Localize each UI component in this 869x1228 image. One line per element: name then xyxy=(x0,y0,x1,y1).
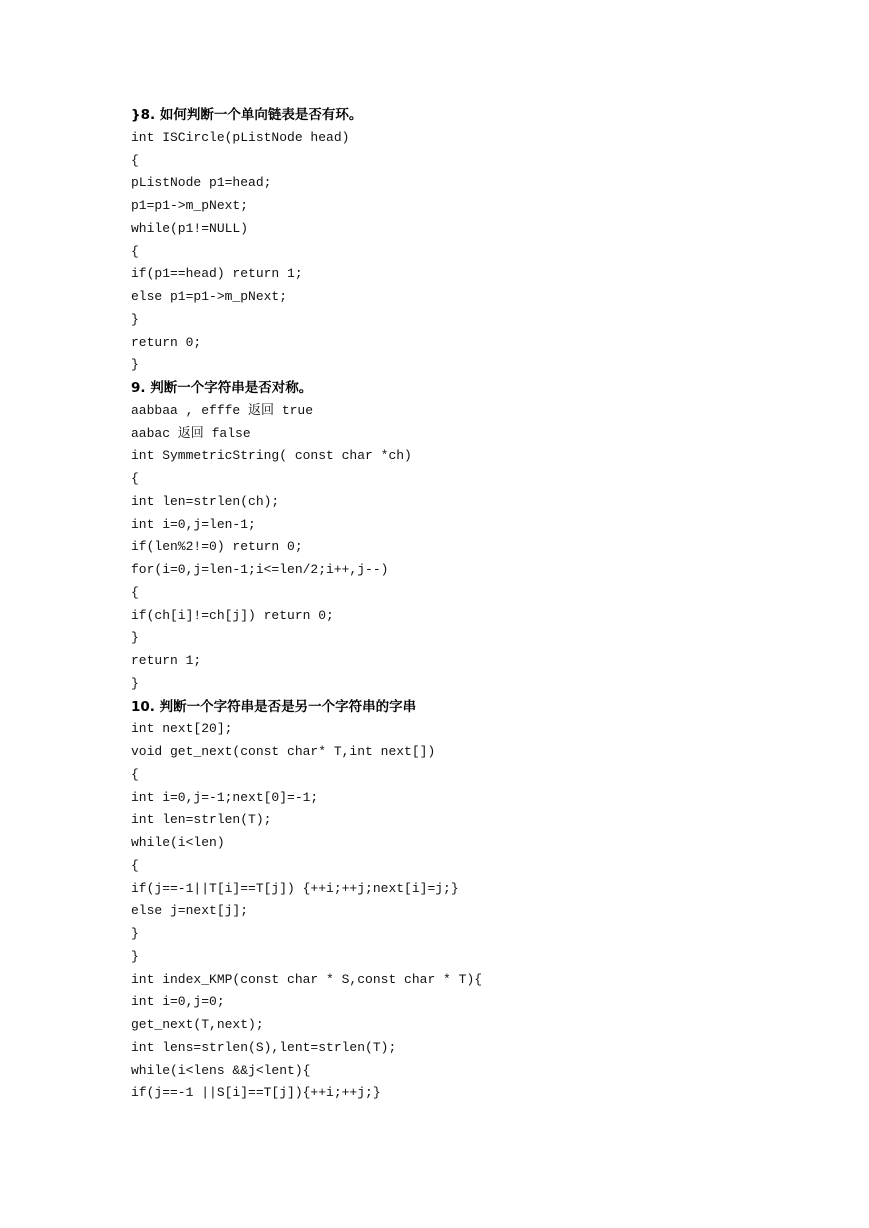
code-line: return 0; xyxy=(131,334,202,350)
code-line: { xyxy=(131,152,139,168)
document-body xyxy=(131,104,831,1105)
code-line: aabac 返回 false xyxy=(131,425,251,441)
code-line: else p1=p1->m_pNext; xyxy=(131,289,288,304)
code-line: if(p1==head) return 1; xyxy=(131,266,303,282)
code-line: } xyxy=(131,926,139,941)
code-line: int lens=strlen(S),lent=strlen(T); xyxy=(131,1039,397,1055)
code-line: for(i=0,j=len-1;i<=len/2;i++,j--) xyxy=(131,562,389,577)
code-line: while(p1!=NULL) xyxy=(131,220,249,236)
code-line: int len=strlen(ch); xyxy=(131,493,280,509)
code-line: } xyxy=(131,675,139,691)
code-line: else j=next[j]; xyxy=(131,903,249,919)
code-line: int index_KMP(const char * S,const char * T){ xyxy=(131,971,483,987)
code-line: get_next(T,next); xyxy=(131,1017,264,1032)
code-line: int ISCircle(pListNode head) xyxy=(131,129,350,145)
code-line: { xyxy=(131,471,139,486)
section-heading: }8. 如何判断一个单向链表是否有环。 xyxy=(131,107,363,123)
code-line: } xyxy=(131,357,139,373)
code-line: return 1; xyxy=(131,653,202,668)
code-line: while(i<lens &&j<lent){ xyxy=(131,1062,311,1078)
code-line: { xyxy=(131,766,139,782)
code-line: { xyxy=(131,243,139,259)
code-line: if(j==-1||T[i]==T[j]) {++i;++j;next[i]=j;} xyxy=(131,880,459,896)
code-line: } xyxy=(131,311,139,327)
code-line: int SymmetricString( const char *ch) xyxy=(131,448,412,464)
section-heading: 9. 判断一个字符串是否对称。 xyxy=(131,380,313,396)
code-line: if(len%2!=0) return 0; xyxy=(131,539,303,555)
code-line: p1=p1->m_pNext; xyxy=(131,198,249,213)
code-line: } xyxy=(131,948,139,964)
code-line: pListNode p1=head; xyxy=(131,175,272,191)
code-line: int i=0,j=0; xyxy=(131,994,225,1010)
code-line: if(j==-1 ||S[i]==T[j]){++i;++j;} xyxy=(131,1085,381,1101)
code-line: aabbaa , efffe 返回 true xyxy=(131,402,314,418)
code-line: } xyxy=(131,630,139,646)
code-line: while(i<len) xyxy=(131,835,225,850)
code-line: int len=strlen(T); xyxy=(131,812,272,828)
code-line: int i=0,j=-1;next[0]=-1; xyxy=(131,789,319,805)
code-line: int i=0,j=len-1; xyxy=(131,516,256,532)
code-line: { xyxy=(131,584,139,600)
code-line: { xyxy=(131,857,139,873)
code-line: void get_next(const char* T,int next[]) xyxy=(131,744,436,759)
code-line: int next[20]; xyxy=(131,721,233,737)
code-line: if(ch[i]!=ch[j]) return 0; xyxy=(131,607,334,623)
section-heading: 10. 判断一个字符串是否是另一个字符串的字串 xyxy=(131,698,417,715)
